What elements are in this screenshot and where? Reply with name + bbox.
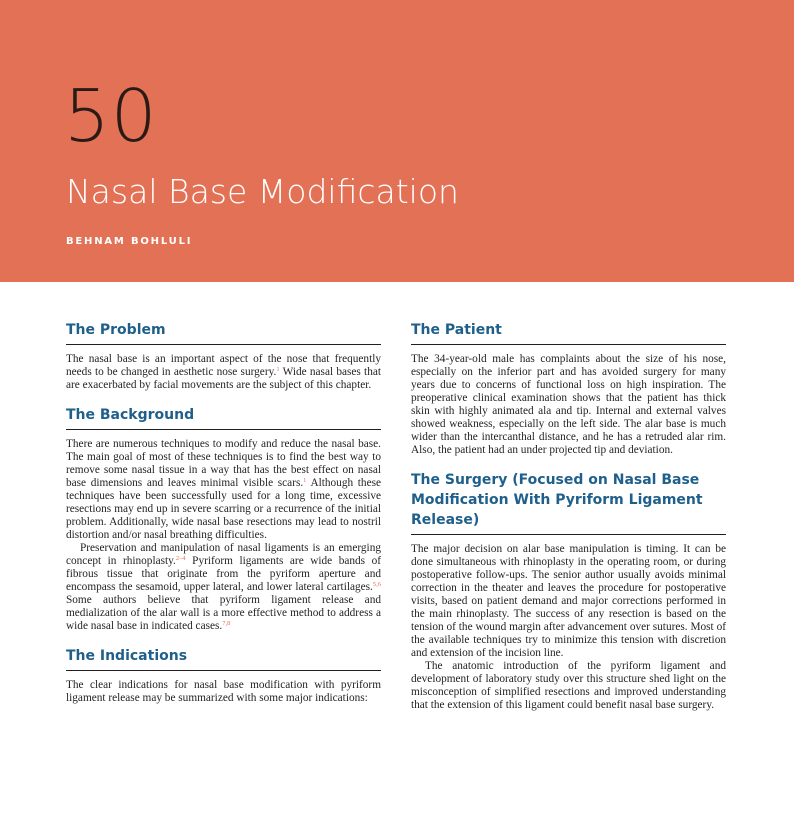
left-column [66, 320, 381, 718]
section-heading-problem: The Problem [66, 320, 381, 345]
background-paragraph-2: Preservation and manipulation of nasal ligaments is an emerging concept in rhinoplasty.$^{2-4}$ Pyriform ligaments are wide bands of fibrous tissue that originate from the pyriform aperture and encompass the sesamoid, upper lateral, and lower lateral cartilages.$^{5,6}$ Some authors believe that pyriform ligament release and medialization of the alar wall is a more effective method to address a wide nasal base in indicated cases.$^{7,8}$ [66, 542, 382, 632]
section-heading-surgery: The Surgery (Focused on Nasal Base Modification With Pyriform Ligament Release) [411, 470, 726, 535]
section-background [66, 405, 381, 633]
citation[interactable]: 1 [303, 477, 307, 484]
section-problem [66, 320, 381, 392]
chapter-title: Nasal Base Modification [66, 172, 459, 211]
section-patient [411, 320, 726, 457]
indications-paragraph: The clear indications for nasal base modification with pyriform ligament release may be summarized with some major indications: [66, 679, 381, 704]
chapter-number: 50 [64, 74, 158, 158]
surgery-paragraph-2: The anatomic introduction of the pyriform ligament and development of laboratory study over this structure shed light on the misconception of simplified resections and improved understanding that the extension of this ligament could benefit nasal base surgery. [411, 660, 726, 711]
section-heading-patient: The Patient [411, 320, 726, 345]
right-column [411, 320, 726, 725]
background-paragraph-1: There are numerous techniques to modify and reduce the nasal base. The main goal of most of these techniques is to find the best way to remove some nasal tissue in a way that has the best effect on nasal base dimensions and leaves minimal visible scars.$^1$ Although these techniques have been successfully used for a long time, excessive resections may end up in severe scarring or a recurrence of the initial problem. Additionally, wide nasal base resections may lead to nostril distortion and/or nasal breathing difficulties. [66, 438, 381, 541]
section-heading-indications: The Indications [66, 646, 381, 671]
surgery-paragraph-1: The major decision on alar base manipulation is timing. It can be done simultaneous with rhinoplasty in the operating room, or during postoperative follow-ups. The senior author usually avoids minimal correction in the theater and leaves the procedure for postoperative visits, based on patient demand and major corrections performed in the main rhinoplasty. The success of any resection is based on the tension of the wound margin after advancement over sutures. Most of the available techniques try to minimize this tension with discretion and extension of the incision line. [411, 543, 726, 659]
problem-paragraph: The nasal base is an important aspect of the nose that frequently needs to be changed in aesthetic nose surgery.$^1$ Wide nasal bases that are exacerbated by facial movements are the subject of this chapter. [66, 353, 381, 391]
section-surgery [411, 470, 726, 712]
section-indications [66, 646, 381, 705]
chapter-header-banner [0, 0, 794, 282]
section-heading-background: The Background [66, 405, 381, 430]
citation[interactable]: 7,8 [222, 620, 231, 627]
citation[interactable]: 2–4 [175, 555, 186, 562]
citation[interactable]: 1 [276, 366, 280, 373]
citation[interactable]: 5,6 [372, 581, 381, 588]
patient-paragraph: The 34-year-old male has complaints about the size of his nose, especially on the inferior part and has avoided surgery for many years due to concerns of functional loss on high inspiration. The preoperative clinical examination shows that the patient has thick skin with highly animated ala and tip. Internal and external valves showed weakness, especially on the left side. The alar base is much wider than the intercanthal distance, and he has a retruded alar rim. Also, the patient had an under projected tip and deviation. [411, 353, 726, 456]
chapter-author: BEHNAM BOHLULI [66, 236, 193, 247]
